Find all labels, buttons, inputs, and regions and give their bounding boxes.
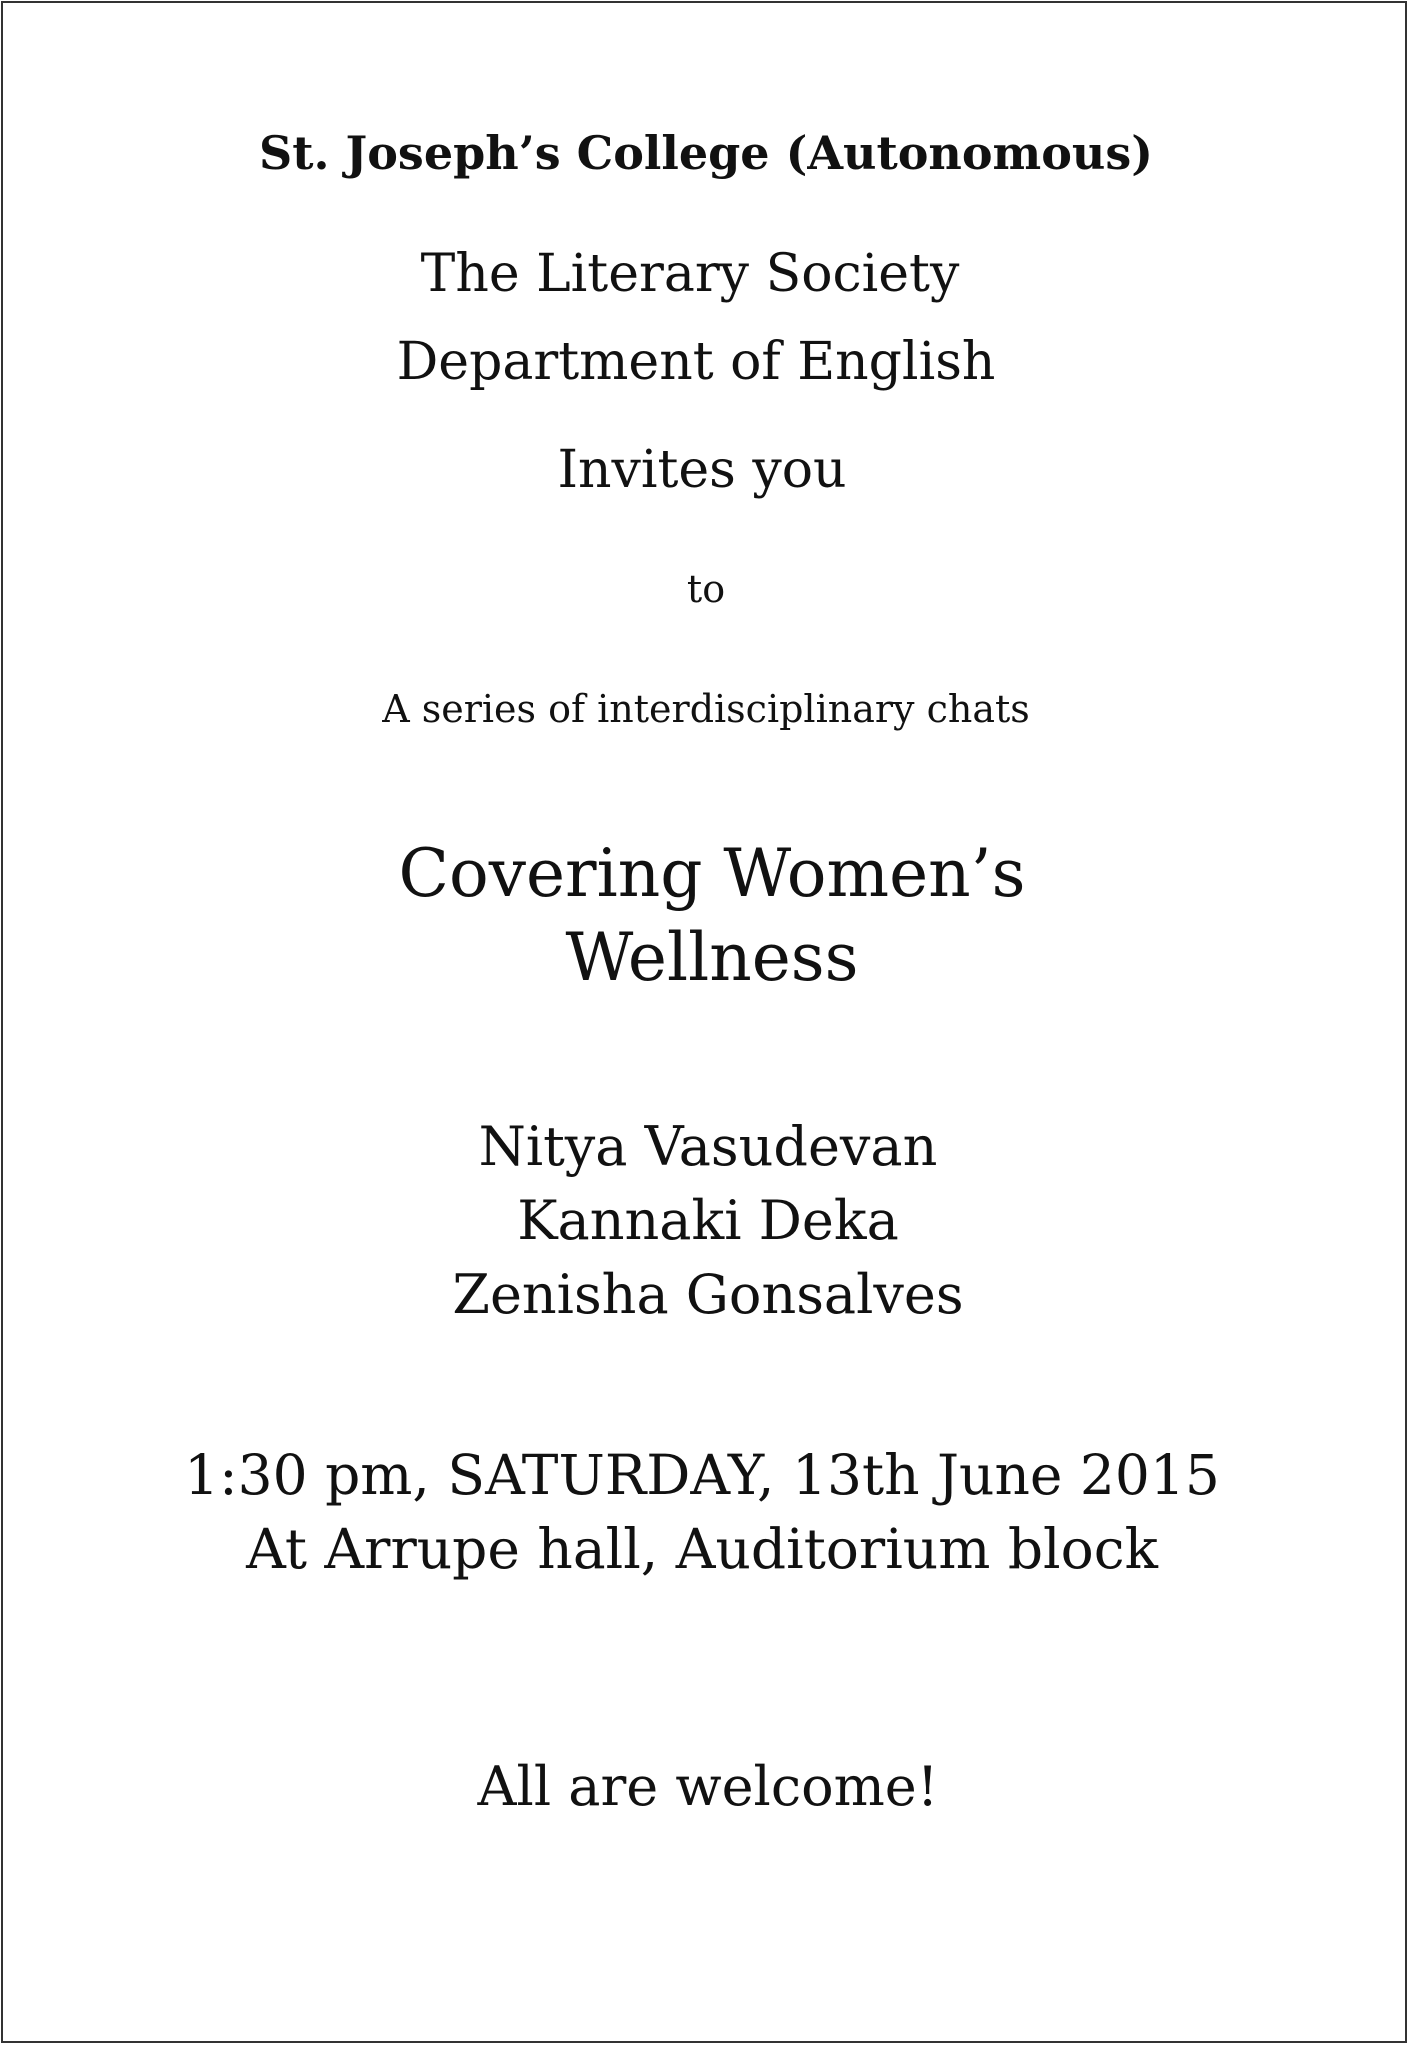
event-title-line: Wellness (565, 919, 859, 996)
invites-text: Invites you (557, 440, 847, 500)
speaker-name: Kannaki Deka (517, 1189, 899, 1252)
event-details (0, 1438, 1408, 1586)
society-name: The Literary Society (420, 244, 960, 304)
event-title-line: Covering Women’s (398, 835, 1026, 912)
invitation-card (1, 1, 1407, 2043)
speaker-name: Zenisha Gonsalves (452, 1263, 964, 1326)
welcome-message: All are welcome! (477, 1755, 939, 1818)
event-title (6, 832, 1412, 1000)
to-text: to (686, 567, 726, 611)
college-name: St. Joseph’s College (Autonomous) (258, 126, 1153, 180)
speaker-list (2, 1110, 1412, 1332)
speaker-name: Nitya Vasudevan (478, 1115, 938, 1178)
series-description: A series of interdisciplinary chats (382, 687, 1030, 731)
department-name: Department of English (396, 332, 996, 392)
event-venue: At Arrupe hall, Auditorium block (246, 1517, 1158, 1581)
event-time-date: 1:30 pm, SATURDAY, 13th June 2015 (184, 1443, 1220, 1507)
